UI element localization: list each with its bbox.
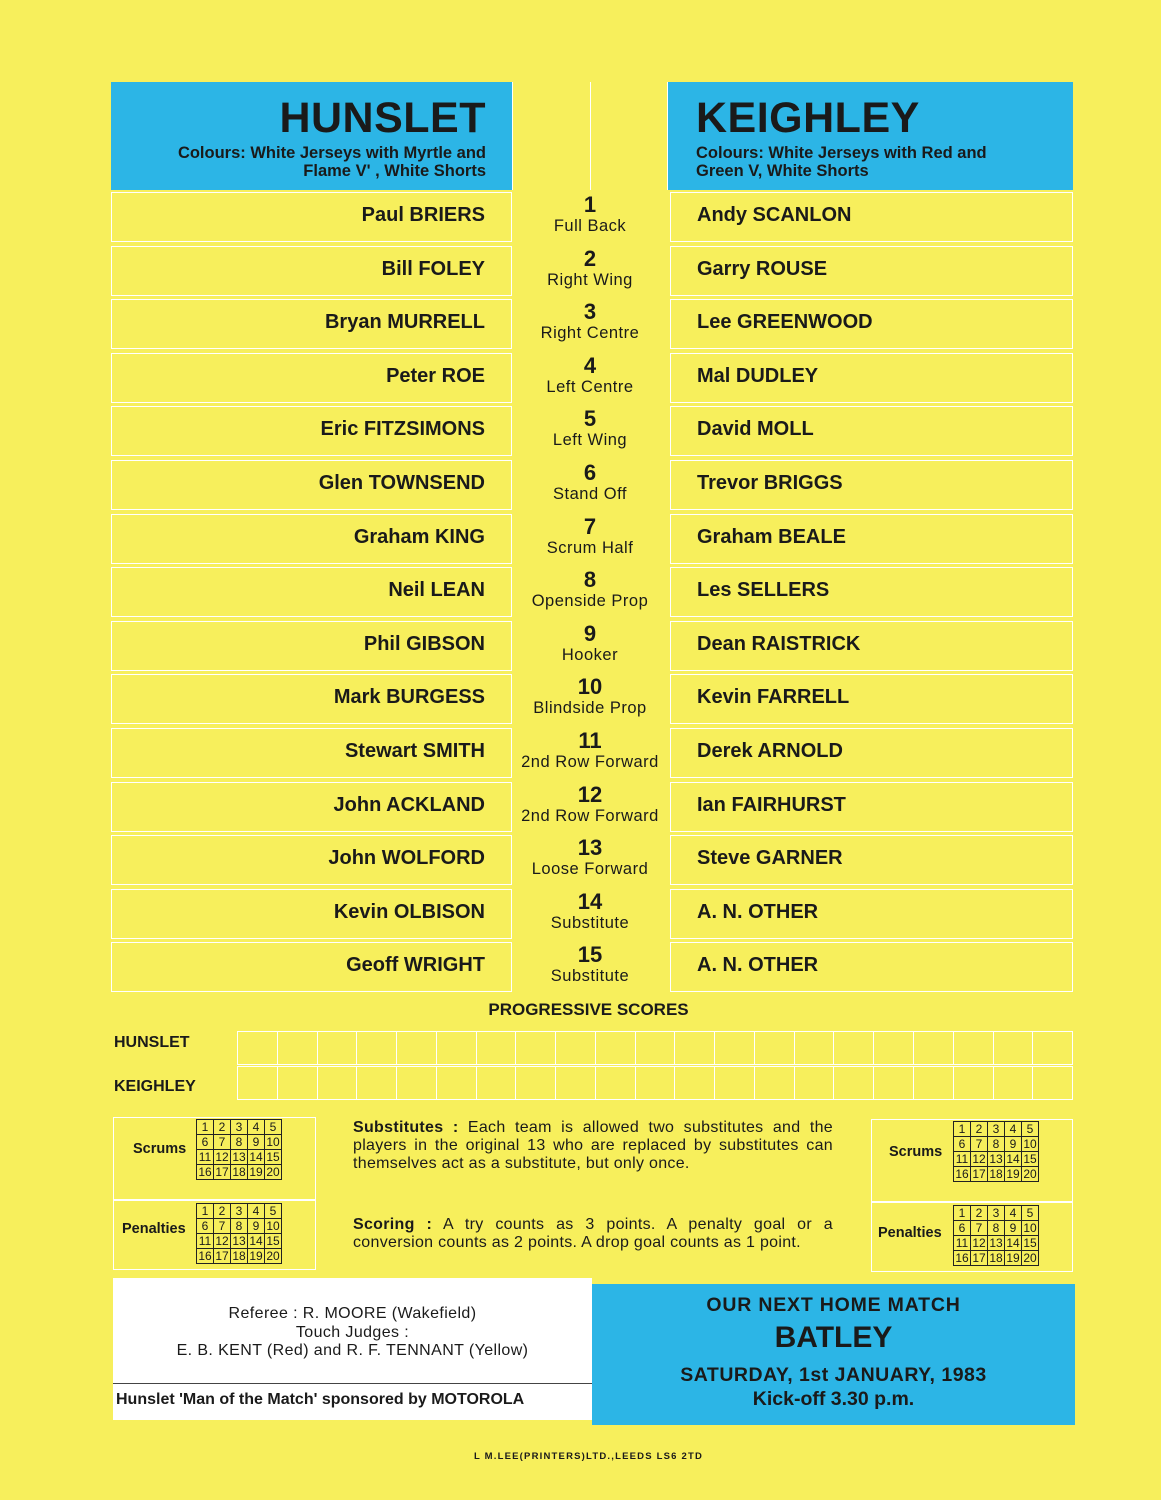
position-name: Left Centre (546, 378, 634, 396)
away-team-name: KEIGHLEY (696, 94, 920, 142)
score-box (954, 1067, 994, 1099)
tally-cell: 8 (988, 1137, 1005, 1152)
position-label (512, 889, 668, 933)
scoring-text: A try counts as 3 points. A penalty goal or a conversion counts as 2 points. A drop goal counts as 1 point. (353, 1216, 833, 1251)
progressive-home-grid (237, 1031, 1073, 1065)
tally-cell: 8 (231, 1219, 248, 1234)
tally-cell: 5 (1022, 1206, 1039, 1221)
score-box (477, 1032, 517, 1064)
progressive-away-grid (237, 1066, 1073, 1100)
shirt-number: 15 (577, 942, 603, 967)
score-box (834, 1032, 874, 1064)
tally-cell: 19 (1006, 1250, 1020, 1265)
score-box (596, 1067, 636, 1099)
player-row (0, 353, 1161, 407)
tally-cell: 2 (971, 1206, 988, 1221)
tally-cell: 4 (248, 1204, 265, 1219)
score-box (596, 1032, 636, 1064)
score-box (874, 1032, 914, 1064)
shirt-number: 6 (583, 460, 597, 485)
away-player-name: Steve GARNER (697, 847, 843, 869)
player-row (0, 728, 1161, 782)
tally-cell: 17 (972, 1166, 986, 1181)
tally-cell: 13 (232, 1233, 246, 1248)
substitutes-heading: Substitutes : (353, 1119, 459, 1136)
player-row (0, 942, 1161, 996)
score-box (357, 1067, 397, 1099)
position-label (512, 567, 668, 611)
tally-cell: 7 (214, 1135, 231, 1150)
shirt-number: 10 (577, 674, 603, 699)
away-player-name: Dean RAISTRICK (697, 633, 861, 655)
position-label (512, 192, 668, 236)
next-match-date: SATURDAY, 1st JANUARY, 1983 (680, 1364, 987, 1386)
score-box (556, 1067, 596, 1099)
player-row (0, 889, 1161, 943)
position-name: Substitute (550, 914, 630, 932)
shirt-number: 5 (583, 406, 597, 431)
home-player-name: John WOLFORD (328, 847, 485, 869)
tally-cell: 14 (1006, 1235, 1020, 1250)
position-name: Right Centre (540, 324, 640, 342)
next-match-opponent: BATLEY (774, 1321, 893, 1354)
next-match-kickoff: Kick-off 3.30 p.m. (752, 1388, 915, 1410)
home-scrums-table (196, 1119, 282, 1180)
tally-cell: 12 (972, 1235, 986, 1250)
tally-cell: 16 (198, 1164, 212, 1179)
tally-cell: 19 (249, 1164, 263, 1179)
tally-cell: 9 (1005, 1137, 1022, 1152)
player-row (0, 246, 1161, 300)
referee-line: Referee : R. MOORE (Wakefield) (228, 1305, 477, 1322)
away-scrums-label: Scrums (889, 1144, 943, 1160)
score-box (437, 1032, 477, 1064)
tally-cell: 7 (214, 1219, 231, 1234)
position-label (512, 621, 668, 665)
touch-judges-label: Touch Judges : (295, 1324, 410, 1341)
home-player-name: Peter ROE (386, 365, 485, 387)
tally-cell: 18 (232, 1164, 246, 1179)
tally-cell: 14 (249, 1149, 263, 1164)
home-player-name: Bill FOLEY (381, 258, 485, 280)
home-player-name: Neil LEAN (388, 579, 485, 601)
position-label (512, 835, 668, 879)
position-name: Right Wing (547, 271, 633, 289)
score-box (636, 1067, 676, 1099)
player-row (0, 567, 1161, 621)
man-of-the-match-strip (113, 1383, 592, 1420)
home-scrums-label: Scrums (133, 1141, 187, 1157)
tally-cell: 1 (197, 1204, 214, 1219)
score-box (994, 1067, 1034, 1099)
position-name: Stand Off (553, 485, 627, 503)
away-player-name: Garry ROUSE (697, 258, 828, 280)
progressive-home-label: HUNSLET (114, 1034, 190, 1051)
position-name: Left Wing (552, 431, 628, 449)
next-home-match-box (592, 1284, 1075, 1425)
score-box (477, 1067, 517, 1099)
printer-imprint: L M.LEE(PRINTERS)LTD.,LEEDS LS6 2TD (473, 1451, 704, 1462)
tally-cell: 3 (231, 1120, 248, 1135)
shirt-number: 3 (583, 299, 597, 324)
away-player-name: A. N. OTHER (697, 901, 819, 923)
home-player-name: Geoff WRIGHT (346, 954, 485, 976)
away-penalties-table (953, 1205, 1039, 1266)
score-box (795, 1032, 835, 1064)
away-player-name: David MOLL (697, 418, 814, 440)
progressive-scores-title: PROGRESSIVE SCORES (488, 1000, 689, 1019)
position-name: Blindside Prop (533, 699, 647, 717)
shirt-number: 1 (583, 192, 597, 217)
position-label (512, 353, 668, 397)
tally-cell: 9 (248, 1219, 265, 1234)
tally-cell: 3 (231, 1204, 248, 1219)
tally-cell: 20 (1023, 1250, 1037, 1265)
tally-cell: 16 (955, 1250, 969, 1265)
score-box (1033, 1067, 1072, 1099)
home-penalties-label: Penalties (122, 1221, 186, 1237)
tally-cell: 4 (248, 1120, 265, 1135)
tally-cell: 4 (1005, 1122, 1022, 1137)
tally-cell: 15 (1023, 1235, 1037, 1250)
tally-cell: 5 (265, 1204, 282, 1219)
score-box (397, 1067, 437, 1099)
away-scrums-table (953, 1121, 1039, 1182)
score-box (516, 1032, 556, 1064)
home-penalties-table (196, 1203, 282, 1264)
tally-cell: 2 (971, 1122, 988, 1137)
tally-cell: 15 (266, 1149, 280, 1164)
tally-cell: 9 (248, 1135, 265, 1150)
position-name: Openside Prop (531, 592, 649, 610)
home-team-name: HUNSLET (279, 94, 486, 142)
home-player-name: Stewart SMITH (344, 740, 485, 762)
tally-cell: 11 (954, 1236, 971, 1251)
tally-cell: 15 (266, 1233, 280, 1248)
score-box (954, 1032, 994, 1064)
score-box (318, 1067, 358, 1099)
player-row (0, 299, 1161, 353)
player-row (0, 192, 1161, 246)
score-box (636, 1032, 676, 1064)
away-player-name: Lee GREENWOOD (697, 311, 873, 333)
home-player-name: Mark BURGESS (333, 686, 485, 708)
home-team-colours-line1: Colours: White Jerseys with Myrtle and (177, 144, 486, 162)
away-player-name: Les SELLERS (697, 579, 830, 601)
position-name: 2nd Row Forward (521, 753, 659, 771)
score-box (834, 1067, 874, 1099)
home-team-colours-line2: Flame V' , White Shorts (303, 162, 486, 180)
score-box (318, 1032, 358, 1064)
player-row (0, 835, 1161, 889)
touch-judges-names: E. B. KENT (Red) and R. F. TENNANT (Yellow) (176, 1342, 529, 1359)
tally-cell: 16 (198, 1248, 212, 1263)
score-box (715, 1067, 755, 1099)
tally-cell: 7 (971, 1221, 988, 1236)
tally-cell: 18 (989, 1166, 1003, 1181)
tally-cell: 1 (954, 1122, 971, 1137)
away-player-name: Graham BEALE (697, 526, 846, 548)
score-box (357, 1032, 397, 1064)
tally-cell: 20 (266, 1164, 280, 1179)
tally-cell: 8 (231, 1135, 248, 1150)
score-box (675, 1067, 715, 1099)
away-team-colours-line2: Green V, White Shorts (696, 162, 869, 180)
tally-cell: 10 (1023, 1220, 1037, 1235)
position-label (512, 728, 668, 772)
player-row (0, 782, 1161, 836)
shirt-number: 4 (583, 353, 597, 378)
header-divider (512, 82, 668, 190)
tally-cell: 1 (197, 1120, 214, 1135)
progressive-away-label: KEIGHLEY (114, 1078, 196, 1095)
tally-cell: 13 (989, 1235, 1003, 1250)
score-box (675, 1032, 715, 1064)
away-player-name: Mal DUDLEY (697, 365, 819, 387)
tally-cell: 12 (215, 1233, 229, 1248)
tally-cell: 7 (971, 1137, 988, 1152)
home-team-header (111, 82, 512, 190)
score-box (755, 1067, 795, 1099)
position-label (512, 514, 668, 558)
tally-cell: 20 (1023, 1166, 1037, 1181)
away-player-name: A. N. OTHER (697, 954, 819, 976)
player-row (0, 674, 1161, 728)
position-label (512, 674, 668, 718)
tally-cell: 8 (988, 1221, 1005, 1236)
tally-cell: 17 (215, 1248, 229, 1263)
tally-cell: 14 (249, 1233, 263, 1248)
score-box (238, 1032, 278, 1064)
score-box (914, 1067, 954, 1099)
scoring-rule (353, 1216, 833, 1252)
score-box (715, 1032, 755, 1064)
man-of-the-match-text: Hunslet 'Man of the Match' sponsored by MOTOROLA (116, 1391, 525, 1408)
away-team-colours-line1: Colours: White Jerseys with Red and (696, 144, 987, 162)
tally-cell: 11 (197, 1150, 214, 1165)
next-match-heading: OUR NEXT HOME MATCH (706, 1294, 961, 1316)
tally-cell: 17 (215, 1164, 229, 1179)
position-label (512, 942, 668, 986)
shirt-number: 9 (583, 621, 597, 646)
player-row (0, 460, 1161, 514)
tally-cell: 6 (954, 1221, 971, 1236)
tally-cell: 5 (1022, 1122, 1039, 1137)
player-row (0, 621, 1161, 675)
away-player-name: Trevor BRIGGS (697, 472, 843, 494)
home-player-name: Bryan MURRELL (324, 311, 485, 333)
away-player-name: Kevin FARRELL (697, 686, 850, 708)
shirt-number: 8 (583, 567, 597, 592)
home-player-name: Glen TOWNSEND (318, 472, 485, 494)
shirt-number: 2 (583, 246, 597, 271)
score-box (874, 1067, 914, 1099)
position-label (512, 782, 668, 826)
away-team-header (668, 82, 1073, 190)
score-box (755, 1032, 795, 1064)
score-box (795, 1067, 835, 1099)
tally-cell: 12 (972, 1151, 986, 1166)
shirt-number: 12 (577, 782, 603, 807)
player-row (0, 514, 1161, 568)
scoring-heading: Scoring : (353, 1216, 433, 1233)
position-name: Hooker (561, 646, 619, 664)
tally-cell: 2 (214, 1120, 231, 1135)
score-box (556, 1032, 596, 1064)
substitutes-rule (353, 1119, 833, 1173)
tally-cell: 6 (954, 1137, 971, 1152)
score-box (437, 1067, 477, 1099)
officials-box (113, 1278, 592, 1383)
shirt-number: 13 (577, 835, 603, 860)
tally-cell: 10 (266, 1134, 280, 1149)
tally-cell: 2 (214, 1204, 231, 1219)
tally-cell: 17 (972, 1250, 986, 1265)
position-label (512, 246, 668, 290)
home-player-name: Kevin OLBISON (333, 901, 485, 923)
tally-cell: 3 (988, 1122, 1005, 1137)
away-penalties-label: Penalties (878, 1225, 942, 1241)
tally-cell: 13 (232, 1149, 246, 1164)
score-box (278, 1067, 318, 1099)
score-box (278, 1032, 318, 1064)
position-label (512, 299, 668, 343)
tally-cell: 10 (266, 1218, 280, 1233)
tally-cell: 6 (197, 1135, 214, 1150)
tally-cell: 11 (954, 1152, 971, 1167)
tally-cell: 18 (989, 1250, 1003, 1265)
tally-cell: 11 (197, 1234, 214, 1249)
score-box (516, 1067, 556, 1099)
tally-cell: 14 (1006, 1151, 1020, 1166)
away-player-name: Ian FAIRHURST (697, 794, 846, 816)
player-row (0, 406, 1161, 460)
position-name: Loose Forward (531, 860, 649, 878)
tally-cell: 19 (249, 1248, 263, 1263)
position-name: Scrum Half (546, 539, 634, 557)
tally-cell: 19 (1006, 1166, 1020, 1181)
home-player-name: Graham KING (353, 526, 485, 548)
tally-cell: 4 (1005, 1206, 1022, 1221)
substitutes-text: Each team is allowed two substitutes and the players in the original 13 who are replaced by substitutes can themselves act as a substitute, but only once. (353, 1119, 833, 1172)
score-box (238, 1067, 278, 1099)
shirt-number: 7 (583, 514, 597, 539)
tally-cell: 3 (988, 1206, 1005, 1221)
tally-cell: 15 (1023, 1151, 1037, 1166)
score-box (397, 1032, 437, 1064)
tally-cell: 9 (1005, 1221, 1022, 1236)
shirt-number: 14 (577, 889, 603, 914)
away-player-name: Andy SCANLON (697, 204, 852, 226)
tally-cell: 5 (265, 1120, 282, 1135)
home-player-name: Eric FITZSIMONS (320, 418, 485, 440)
position-label (512, 406, 668, 450)
score-box (994, 1032, 1034, 1064)
away-player-name: Derek ARNOLD (697, 740, 843, 762)
tally-cell: 20 (266, 1248, 280, 1263)
tally-cell: 18 (232, 1248, 246, 1263)
tally-cell: 6 (197, 1219, 214, 1234)
home-player-name: Phil GIBSON (363, 633, 485, 655)
score-box (914, 1032, 954, 1064)
position-name: Substitute (550, 967, 630, 985)
position-name: Full Back (553, 217, 627, 235)
position-label (512, 460, 668, 504)
tally-cell: 12 (215, 1149, 229, 1164)
tally-cell: 16 (955, 1166, 969, 1181)
tally-cell: 1 (954, 1206, 971, 1221)
position-name: 2nd Row Forward (521, 807, 659, 825)
score-box (1033, 1032, 1072, 1064)
tally-cell: 13 (989, 1151, 1003, 1166)
shirt-number: 11 (578, 728, 602, 753)
tally-cell: 10 (1023, 1136, 1037, 1151)
home-player-name: Paul BRIERS (361, 204, 485, 226)
home-player-name: John ACKLAND (333, 794, 485, 816)
